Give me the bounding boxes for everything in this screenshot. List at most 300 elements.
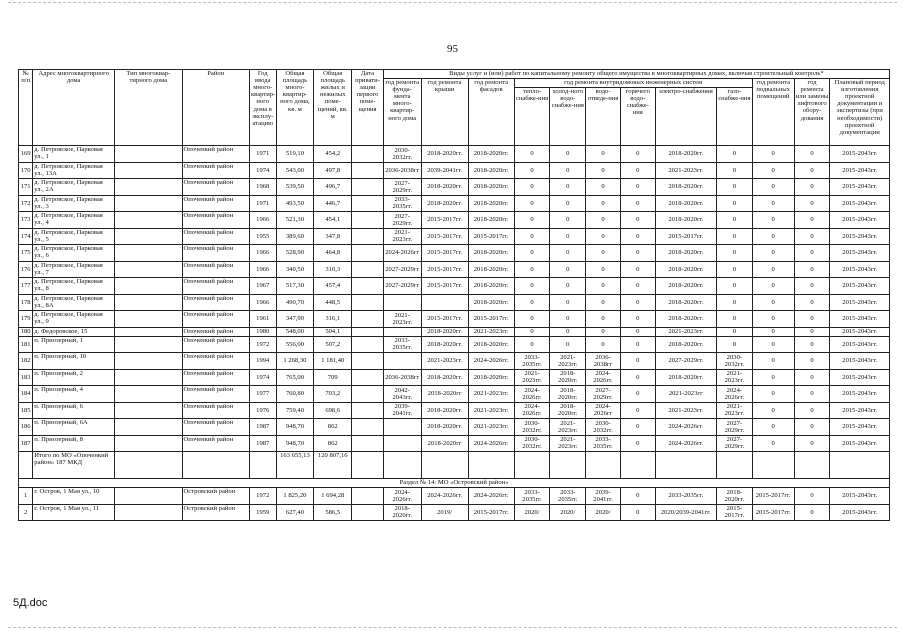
cell-num: 170	[19, 162, 33, 179]
header-total-area: Общая площадь много-квартир-ного дома, кв. м	[276, 70, 314, 146]
header-systems-group: год ремонта внутридомовых инженерных систем	[514, 79, 752, 88]
cell-hot-water: 0	[620, 504, 655, 521]
cell-residential-area: 316,1	[314, 311, 352, 328]
cell-basement: 0	[752, 278, 794, 295]
cell-district: Опоченкий район	[182, 245, 249, 262]
cell-privatization-date	[352, 294, 384, 311]
cell-plan-period: 2015-2043гг.	[830, 369, 890, 386]
cell-basement: 0	[752, 212, 794, 229]
cell-plan-period: 2015-2043гг.	[830, 435, 890, 452]
cell-privatization-date	[352, 504, 384, 521]
cell-basement: 0	[752, 228, 794, 245]
table-row	[19, 419, 890, 436]
cell-foundation: 2021-2023гг.	[383, 228, 421, 245]
document-filename: 5Д.doc	[13, 597, 48, 609]
cell-foundation: 2030-2032гг.	[383, 146, 421, 163]
cell-roof: 2018-2020гг	[421, 435, 468, 452]
cell-house-type	[115, 162, 182, 179]
cell-gas: 0	[716, 179, 752, 196]
cell-electric: 2021-2023гг	[655, 386, 716, 403]
cell-year: 1961	[249, 311, 276, 328]
cell-privatization-date	[352, 402, 384, 419]
cell-residential-area: 496,7	[314, 179, 352, 196]
cell-address: д. Петровское, Парковая ул., 13А	[33, 162, 115, 179]
cell-facade: 2015-2017гг.	[468, 311, 514, 328]
cell-roof: 2018-2020гг.	[421, 146, 468, 163]
cell-elevator: 0	[794, 261, 830, 278]
cell-address: д. Петровское, Парковая ул., 4	[33, 212, 115, 229]
cell-drainage: 0	[586, 212, 621, 229]
cell-electric: 2033-2035гг.	[655, 488, 716, 505]
cell-total-area: 389,60	[276, 228, 314, 245]
cell-foundation: 2027-2029гг	[383, 261, 421, 278]
section-row	[19, 479, 890, 488]
cell-elevator: 0	[794, 504, 830, 521]
cell-foundation: 2033-2035гг.	[383, 336, 421, 353]
cell-plan-period: 2015-2043гг.	[830, 212, 890, 229]
cell-basement: 0	[752, 435, 794, 452]
cell-electric: 2021-2023гг.	[655, 402, 716, 419]
cell-residential-area: 347,8	[314, 228, 352, 245]
cell-cold-water: 2033-2035гг.	[550, 488, 586, 505]
cell-address: д. Петровское, Парковая ул., 2А	[33, 179, 115, 196]
cell-basement: 0	[752, 179, 794, 196]
cell-privatization-date	[352, 195, 384, 212]
table-row	[19, 386, 890, 403]
cell-gas: 0	[716, 212, 752, 229]
cell-privatization-date	[352, 278, 384, 295]
cell-facade: 2015-2017гг.	[468, 228, 514, 245]
cell-district: Опоченкий район	[182, 311, 249, 328]
cell-address: д. Петровское, Парковая ул., 1	[33, 146, 115, 163]
cell-privatization-date	[352, 311, 384, 328]
cell-elevator: 0	[794, 369, 830, 386]
cell-facade: 2021-2023гг.	[468, 327, 514, 336]
table-row	[19, 278, 890, 295]
section-title: Раздел № 14: МО «Островский район»	[19, 479, 890, 488]
cell-roof	[421, 294, 468, 311]
cell-district: Опоченкий район	[182, 369, 249, 386]
cell-roof: 2018-2020гг.	[421, 327, 468, 336]
cell-elevator: 0	[794, 146, 830, 163]
cell-electric: 2027-2029гг.	[655, 353, 716, 370]
cell-cold-water: 2021-2023гг.	[550, 435, 586, 452]
cell-residential-area: 703,2	[314, 386, 352, 403]
cell-elevator: 0	[794, 294, 830, 311]
table-row	[19, 146, 890, 163]
cell-drainage: 2020/	[586, 504, 621, 521]
cell-drainage: 0	[586, 294, 621, 311]
cell-electric: 2024-2026гг.	[655, 419, 716, 436]
cell-basement: 0	[752, 245, 794, 262]
cell-district: Опоченкий район	[182, 294, 249, 311]
cell-total-area: 627,40	[276, 504, 314, 521]
cell-facade: 2024-2026гг.	[468, 353, 514, 370]
cell-house-type	[115, 419, 182, 436]
cell-year: 1966	[249, 245, 276, 262]
cell-roof: 2015-2017гг.	[421, 311, 468, 328]
cell-plan-period: 2015-2043гг.	[830, 294, 890, 311]
cell-foundation: 2021-2023гг.	[383, 311, 421, 328]
cell-drainage: 2033-2035гг.	[586, 435, 621, 452]
cell-house-type	[115, 402, 182, 419]
cell-facade: 2018-2020гг.	[468, 146, 514, 163]
cell-plan-period: 2015-2043гг.	[830, 402, 890, 419]
cell-residential-area: 310,3	[314, 261, 352, 278]
cell-facade: 2018-2020гг.	[468, 162, 514, 179]
cell-electric: 2018-2020гг.	[655, 369, 716, 386]
cell-plan-period: 2015-2043гг.	[830, 162, 890, 179]
cell-elevator: 0	[794, 327, 830, 336]
cell-privatization-date	[352, 369, 384, 386]
cell-gas: 2027-2029гг.	[716, 435, 752, 452]
cell-foundation	[383, 435, 421, 452]
cell-drainage: 2027-2029гг.	[586, 386, 621, 403]
cell-facade: 2018-2020гг.	[468, 278, 514, 295]
cell-house-type	[115, 228, 182, 245]
cell-heat-supply: 0	[514, 327, 550, 336]
table-row	[19, 228, 890, 245]
cell-cold-water: 2018-2020гг.	[550, 402, 586, 419]
top-page-edge	[8, 2, 897, 3]
cell-roof: 2015-2017гг.	[421, 245, 468, 262]
cell-drainage: 0	[586, 311, 621, 328]
cell-num: 185	[19, 402, 33, 419]
table-row	[19, 402, 890, 419]
cell-facade: 2015-2017гг.	[468, 504, 514, 521]
cell-residential-area: 1 181,40	[314, 353, 352, 370]
cell-gas: 2018-2020гг.	[716, 488, 752, 505]
cell-plan-period: 2015-2043гг.	[830, 146, 890, 163]
cell-address: п. Приозерный, 10	[33, 353, 115, 370]
cell-basement: 0	[752, 336, 794, 353]
cell-address: п. Приозерный, 8	[33, 435, 115, 452]
cell-privatization-date	[352, 146, 384, 163]
cell-house-type	[115, 369, 182, 386]
cell-foundation	[383, 327, 421, 336]
cell-district: Опоченкий район	[182, 228, 249, 245]
cell-address: д. Петровское, Парковая ул., 5	[33, 228, 115, 245]
cell-total-area: 539,50	[276, 179, 314, 196]
cell-foundation: 2027-2029гг	[383, 278, 421, 295]
cell-num: 184	[19, 386, 33, 403]
cell-facade: 2024-2026гг.	[468, 435, 514, 452]
cell-gas: 0	[716, 146, 752, 163]
cell-drainage: 0	[586, 195, 621, 212]
cell-electric: 2021-2023гг.	[655, 162, 716, 179]
cell-roof: 2018-2020гг.	[421, 336, 468, 353]
cell-district: Опоченкий район	[182, 327, 249, 336]
cell-heat-supply: 2024-2026гг.	[514, 402, 550, 419]
cell-plan-period: 2015-2043гг.	[830, 228, 890, 245]
cell-hot-water: 0	[620, 195, 655, 212]
cell-cold-water: 0	[550, 195, 586, 212]
cell-cold-water: 0	[550, 212, 586, 229]
cell-gas: 2030-2032гг.	[716, 353, 752, 370]
cell-electric: 2018-2020гг.	[655, 336, 716, 353]
cell-heat-supply: 2020/	[514, 504, 550, 521]
cell-residential-area: 448,5	[314, 294, 352, 311]
cell-facade: 2018-2020гг.	[468, 212, 514, 229]
total-row	[19, 452, 890, 479]
cell-roof: 2021-2023гг.	[421, 353, 468, 370]
cell-cold-water: 0	[550, 179, 586, 196]
cell-year: 1977	[249, 386, 276, 403]
cell-privatization-date	[352, 353, 384, 370]
cell-drainage: 0	[586, 162, 621, 179]
cell-electric: 2021-2023гг.	[655, 327, 716, 336]
cell-foundation	[383, 419, 421, 436]
header-electric: электро-снабжения	[655, 88, 716, 146]
cell-address: г. Остров, 1 Мая ул., 10	[33, 488, 115, 505]
cell-basement: 2015-2017гг.	[752, 488, 794, 505]
header-drainage: водо-отведе-ния	[586, 88, 621, 146]
cell-num: 186	[19, 419, 33, 436]
cell-heat-supply: 0	[514, 212, 550, 229]
total-area-sum: 163 655,13	[276, 452, 314, 479]
cell-house-type	[115, 504, 182, 521]
cell-gas: 0	[716, 261, 752, 278]
cell-residential-area: 454,1	[314, 212, 352, 229]
cell-roof: 2018-2020гг.	[421, 419, 468, 436]
cell-cold-water: 0	[550, 261, 586, 278]
cell-drainage: 2030-2032гг.	[586, 419, 621, 436]
cell-foundation: 2024-2026гг	[383, 245, 421, 262]
cell-residential-area: 862	[314, 435, 352, 452]
cell-facade: 2018-2020гг.	[468, 336, 514, 353]
cell-privatization-date	[352, 261, 384, 278]
cell-plan-period: 2015-2043гг.	[830, 336, 890, 353]
cell-total-area: 519,10	[276, 146, 314, 163]
cell-plan-period: 2015-2043гг.	[830, 278, 890, 295]
cell-privatization-date	[352, 212, 384, 229]
cell-privatization-date	[352, 435, 384, 452]
cell-facade: 2018-2020гг.	[468, 245, 514, 262]
cell-gas: 2021-2023гг.	[716, 402, 752, 419]
table-row	[19, 435, 890, 452]
cell-gas: 0	[716, 327, 752, 336]
table-row	[19, 369, 890, 386]
page-number: 95	[447, 43, 458, 55]
cell-num: 171	[19, 179, 33, 196]
cell-plan-period: 2015-2043гг.	[830, 311, 890, 328]
cell-elevator: 0	[794, 278, 830, 295]
cell-gas: 0	[716, 195, 752, 212]
cell-year: 1976	[249, 402, 276, 419]
cell-cold-water: 2018-2020гг.	[550, 369, 586, 386]
cell-cold-water: 0	[550, 146, 586, 163]
cell-cold-water: 2021-2023гг.	[550, 353, 586, 370]
cell-elevator: 0	[794, 488, 830, 505]
cell-hot-water: 0	[620, 386, 655, 403]
cell-elevator: 0	[794, 245, 830, 262]
cell-basement: 0	[752, 327, 794, 336]
cell-address: д. Петровское, Парковая ул., 9	[33, 311, 115, 328]
cell-year: 1972	[249, 336, 276, 353]
header-house-type: Тип многоквар-тирного дома	[115, 70, 182, 146]
cell-district: Опоченкий район	[182, 278, 249, 295]
cell-gas: 2021-2023гг.	[716, 369, 752, 386]
table-row	[19, 488, 890, 505]
cell-gas: 0	[716, 245, 752, 262]
cell-heat-supply: 0	[514, 278, 550, 295]
cell-basement: 0	[752, 261, 794, 278]
table-row	[19, 212, 890, 229]
cell-electric: 2024-2026гг.	[655, 435, 716, 452]
cell-house-type	[115, 146, 182, 163]
header-basement: год ремонта подвальных помещений	[752, 79, 794, 146]
cell-facade: 2021-2023гг.	[468, 402, 514, 419]
cell-district: Опоченкий район	[182, 261, 249, 278]
cell-foundation: 2039-2041гг.	[383, 402, 421, 419]
cell-cold-water: 0	[550, 228, 586, 245]
header-works-group: Виды услуг и (или) работ по капитальному ремонту общего имущества в многоквартирных домах, включая строительный контроль*	[383, 70, 889, 79]
cell-total-area: 948,70	[276, 419, 314, 436]
cell-house-type	[115, 179, 182, 196]
table-row	[19, 294, 890, 311]
cell-elevator: 0	[794, 311, 830, 328]
cell-address: д. Петровское, Парковая ул., 6	[33, 245, 115, 262]
table-row	[19, 353, 890, 370]
cell-privatization-date	[352, 488, 384, 505]
cell-district: Опоченкий район	[182, 195, 249, 212]
cell-num: 181	[19, 336, 33, 353]
header-address: Адрес многоквартирного дома	[33, 70, 115, 146]
cell-basement: 0	[752, 162, 794, 179]
cell-elevator: 0	[794, 179, 830, 196]
cell-hot-water: 0	[620, 146, 655, 163]
header-district: Район	[182, 70, 249, 146]
cell-cold-water: 0	[550, 278, 586, 295]
cell-house-type	[115, 386, 182, 403]
cell-heat-supply: 0	[514, 146, 550, 163]
cell-privatization-date	[352, 327, 384, 336]
cell-plan-period: 2015-2043гг.	[830, 504, 890, 521]
cell-hot-water: 0	[620, 179, 655, 196]
cell-heat-supply: 0	[514, 179, 550, 196]
cell-facade: 2018-2020гг.	[468, 261, 514, 278]
cell-plan-period: 2015-2043гг.	[830, 386, 890, 403]
table-row	[19, 336, 890, 353]
cell-basement: 0	[752, 146, 794, 163]
cell-total-area: 556,00	[276, 336, 314, 353]
cell-privatization-date	[352, 386, 384, 403]
cell-facade: 2021-2023гг.	[468, 386, 514, 403]
cell-hot-water: 0	[620, 228, 655, 245]
cell-privatization-date	[352, 228, 384, 245]
cell-num: 182	[19, 353, 33, 370]
total-label: Итого по МО «Опоченкий район» 187 МКД	[33, 452, 115, 479]
cell-house-type	[115, 488, 182, 505]
header-year: Год ввода много-квартир-ного дома в эксплу-атацию	[249, 70, 276, 146]
table-row	[19, 504, 890, 521]
cell-residential-area: 446,7	[314, 195, 352, 212]
cell-drainage: 2039-2041гг.	[586, 488, 621, 505]
cell-foundation: 2033-2035гг.	[383, 195, 421, 212]
header-gas: газо-снабже-ния	[716, 88, 752, 146]
header-facade: год ремонта фасадов	[468, 79, 514, 146]
table-row	[19, 179, 890, 196]
cell-elevator: 0	[794, 162, 830, 179]
cell-heat-supply: 0	[514, 195, 550, 212]
cell-foundation: 2036-2038гг	[383, 162, 421, 179]
cell-residential-area: 862	[314, 419, 352, 436]
cell-total-area: 528,90	[276, 245, 314, 262]
cell-heat-supply: 2021-2023гг.	[514, 369, 550, 386]
cell-plan-period: 2015-2043гг.	[830, 327, 890, 336]
cell-elevator: 0	[794, 419, 830, 436]
cell-hot-water: 0	[620, 327, 655, 336]
cell-electric: 2018-2020гг.	[655, 278, 716, 295]
cell-num: 2	[19, 504, 33, 521]
cell-basement: 0	[752, 353, 794, 370]
cell-gas: 2015-2017гг.	[716, 504, 752, 521]
cell-roof: 2018-2020гг.	[421, 179, 468, 196]
cell-hot-water: 0	[620, 162, 655, 179]
cell-drainage: 2024-2026гг.	[586, 369, 621, 386]
table-row	[19, 311, 890, 328]
cell-year: 1994	[249, 353, 276, 370]
cell-foundation	[383, 294, 421, 311]
cell-privatization-date	[352, 419, 384, 436]
cell-cold-water: 0	[550, 294, 586, 311]
cell-plan-period: 2015-2043гг.	[830, 353, 890, 370]
cell-year: 1972	[249, 488, 276, 505]
table-row	[19, 261, 890, 278]
cell-privatization-date	[352, 179, 384, 196]
cell-total-area: 340,50	[276, 261, 314, 278]
table-row	[19, 245, 890, 262]
cell-elevator: 0	[794, 353, 830, 370]
cell-year: 1968	[249, 179, 276, 196]
cell-cold-water: 0	[550, 327, 586, 336]
cell-hot-water: 0	[620, 369, 655, 386]
header-elevator: год ремонта или замены лифтового обору-дования	[794, 79, 830, 146]
cell-year: 1967	[249, 278, 276, 295]
cell-district: Островский район	[182, 504, 249, 521]
cell-total-area: 760,80	[276, 386, 314, 403]
table-row	[19, 162, 890, 179]
cell-house-type	[115, 278, 182, 295]
table-row	[19, 195, 890, 212]
cell-hot-water: 0	[620, 261, 655, 278]
cell-gas: 0	[716, 228, 752, 245]
cell-num: 174	[19, 228, 33, 245]
cell-drainage: 0	[586, 179, 621, 196]
cell-district: Опоченкий район	[182, 386, 249, 403]
cell-total-area: 759,40	[276, 402, 314, 419]
cell-address: г. Остров, 1 Мая ул., 11	[33, 504, 115, 521]
cell-roof: 2015-2017гг.	[421, 228, 468, 245]
cell-num: 187	[19, 435, 33, 452]
cell-foundation: 2018-2020гг.	[383, 504, 421, 521]
cell-house-type	[115, 212, 182, 229]
cell-basement: 0	[752, 311, 794, 328]
cell-elevator: 0	[794, 212, 830, 229]
cell-house-type	[115, 327, 182, 336]
cell-heat-supply: 0	[514, 245, 550, 262]
cell-elevator: 0	[794, 386, 830, 403]
cell-year: 1974	[249, 162, 276, 179]
cell-foundation: 2036-2038гг	[383, 369, 421, 386]
cell-year: 1971	[249, 195, 276, 212]
cell-num: 169	[19, 146, 33, 163]
cell-roof: 2039-2041гг.	[421, 162, 468, 179]
cell-gas: 0	[716, 294, 752, 311]
cell-facade: 2018-2020гг.	[468, 369, 514, 386]
cell-heat-supply: 2030-2032гг.	[514, 419, 550, 436]
cell-cold-water: 2018-2020гг.	[550, 386, 586, 403]
